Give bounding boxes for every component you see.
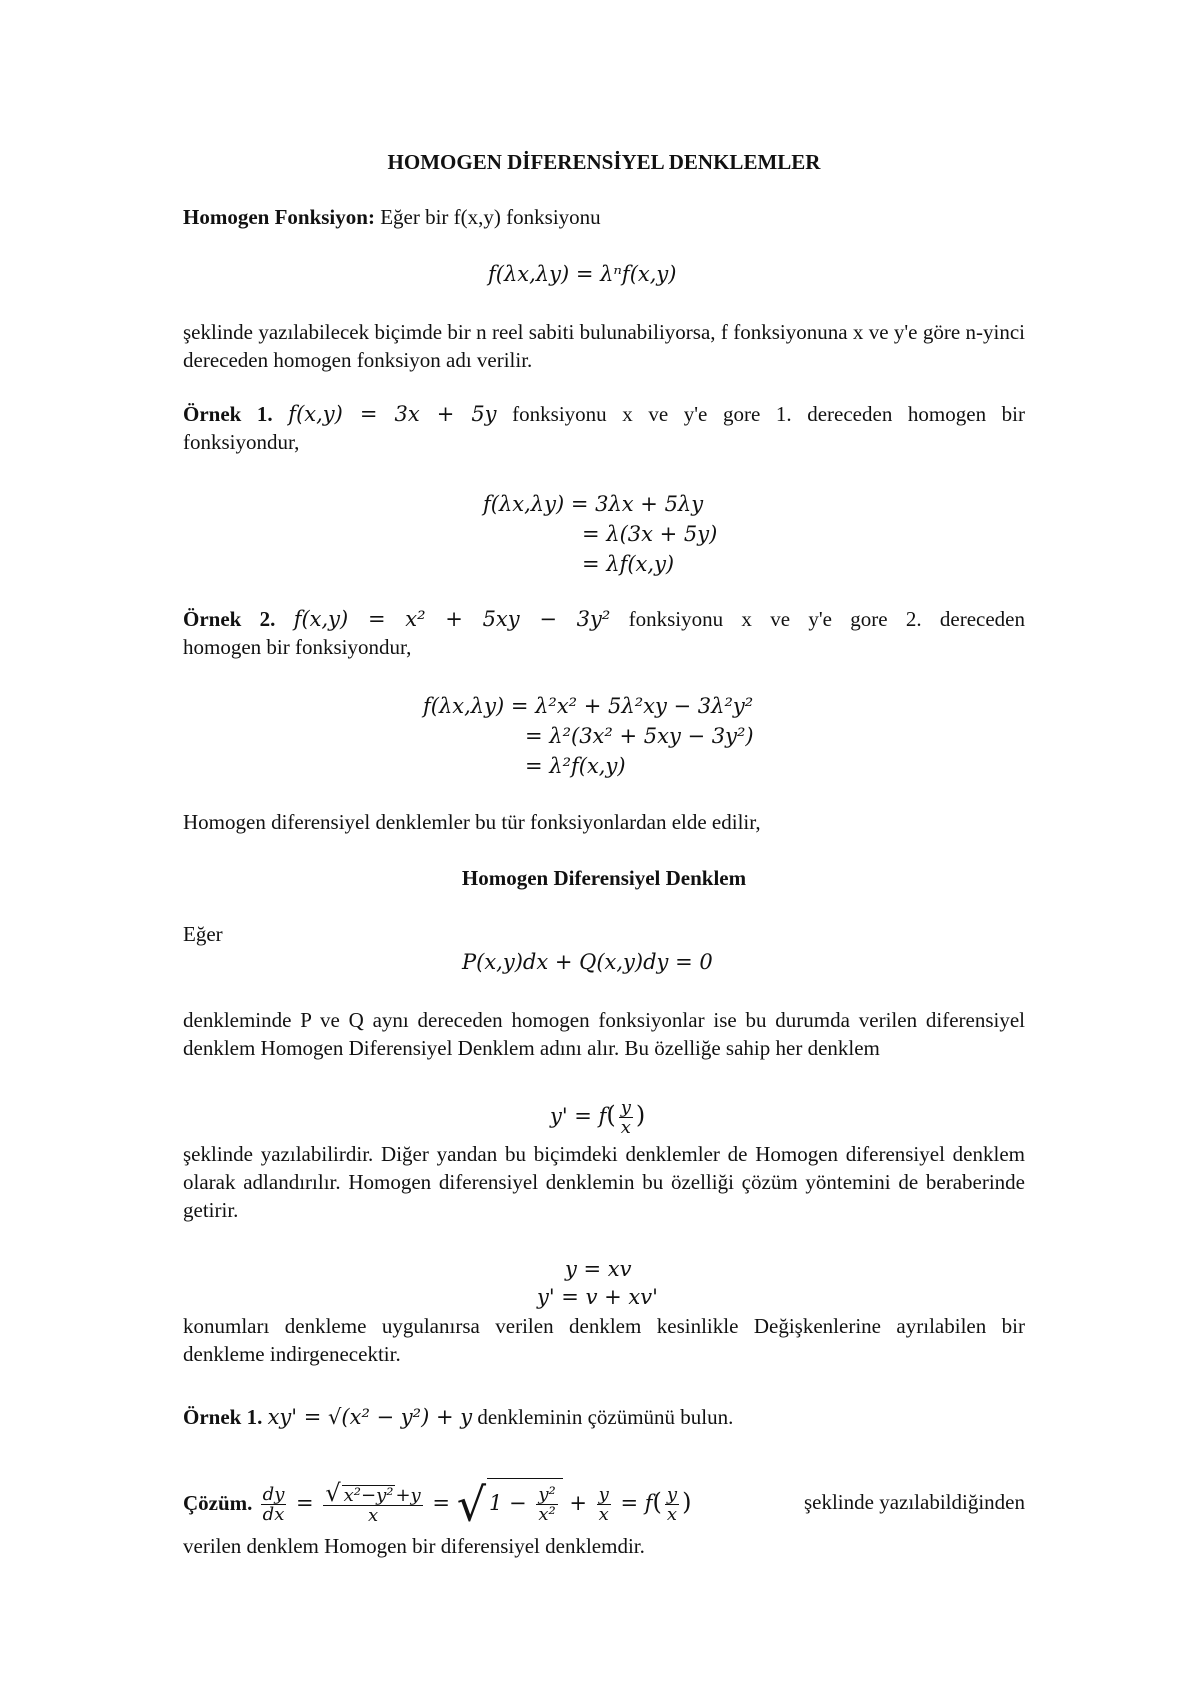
section-form-eq: y' = f( $\frac{y}{x}$ ) (550, 1097, 646, 1138)
solution-line (183, 1477, 1025, 1532)
example1-function: f(x,y) = 3x + 5y (288, 402, 497, 426)
problem-equation: xy' = √(x² − y²) + y (267, 1405, 473, 1429)
section-para1: denkleminde P ve Q aynı dereceden homogen fonksiyonlar ise bu durumda verilen diferensiyel denklem Homogen Diferensiyel Denklem adını alır. Bu özelliğe sahip her denklem (183, 1008, 1025, 1060)
example2-text2: homogen bir fonksiyondur, (183, 635, 412, 659)
solution-label: Çözüm. (183, 1491, 253, 1515)
section-equation: P(x,y)dx + Q(x,y)dy = 0 (462, 950, 713, 974)
definition-formula: f(λx,λy) = λⁿf(x,y) (488, 262, 677, 286)
example1-text2: fonksiyondur, (183, 430, 300, 454)
substitution-2: y' = v + xv' (537, 1285, 658, 1309)
problem-statement (183, 1403, 1025, 1431)
example1-text1: fonksiyonu x ve y'e gore 1. dereceden homogen bir (512, 402, 1026, 426)
example1-step-2: = λ(3x + 5y) (582, 522, 718, 546)
solution-expression: $\frac{dy}{dx}$ = $\frac{\text{√ x²−y² +y}}{x}$ = √ 1 − $\frac{\text{y²}}{\text{x²}}$ + $\frac{y}{x}$ = f( $\frac{y}{x}$ ) (262, 1477, 692, 1532)
example1-step-1: f(λx,λy) = 3λx + 5λy (483, 492, 704, 516)
page-title: HOMOGEN DİFERENSİYEL DENKLEMLER (387, 150, 821, 174)
definition-text: şeklinde yazılabilecek biçimde bir n reel sabiti bulunabiliyorsa, f fonksiyonuna x ve y'e göre n-yinci dereceden homogen fonksiyon adı verilir. (183, 320, 1025, 372)
section-para2: şeklinde yazılabilirdir. Diğer yandan bu biçimdeki denklemler de Homogen diferensiyel denklem olarak adlandırılır. Homogen diferensiyel denklemin bu özelliği çözüm yöntemini de beraberinde getirir. (183, 1142, 1025, 1222)
definition-intro-text: Eğer bir f(x,y) fonksiyonu (380, 205, 601, 229)
example2-step-2: = λ²(3x² + 5xy − 3y²) (525, 724, 754, 748)
example2-function: f(x,y) = x² + 5xy − 3y² (293, 607, 611, 631)
solution-text1: şeklinde yazılabildiğinden (803, 1490, 1025, 1514)
definition-intro (183, 203, 1025, 231)
section-if-word: Eğer (183, 922, 223, 946)
solution-text2: verilen denklem Homogen bir diferensiyel denklemdir. (183, 1534, 645, 1558)
example2-step-1: f(λx,λy) = λ²x² + 5λ²xy − 3λ²y² (423, 694, 754, 718)
problem-label: Örnek 1. (183, 1405, 263, 1429)
example2-statement (183, 605, 1025, 661)
section-para3: konumları denkleme uygulanırsa verilen denklem kesinlikle Değişkenlerine ayrılabilen bir denkleme indirgenecektir. (183, 1314, 1025, 1366)
transition-text: Homogen diferensiyel denklemler bu tür fonksiyonlardan elde edilir, (183, 810, 761, 834)
example1-label: Örnek 1. (183, 402, 273, 426)
example2-step-3: = λ²f(x,y) (525, 754, 626, 778)
example2-text1: fonksiyonu x ve y'e gore 2. dereceden (628, 607, 1025, 631)
substitution-1: y = xv (565, 1257, 632, 1281)
definition-label: Homogen Fonksiyon: (183, 205, 375, 229)
problem-text: denkleminin çözümünü bulun. (477, 1405, 734, 1429)
example1-step-3: = λf(x,y) (582, 552, 675, 576)
example2-label: Örnek 2. (183, 607, 276, 631)
section-title: Homogen Diferensiyel Denklem (461, 866, 747, 890)
example1-statement (183, 400, 1025, 456)
